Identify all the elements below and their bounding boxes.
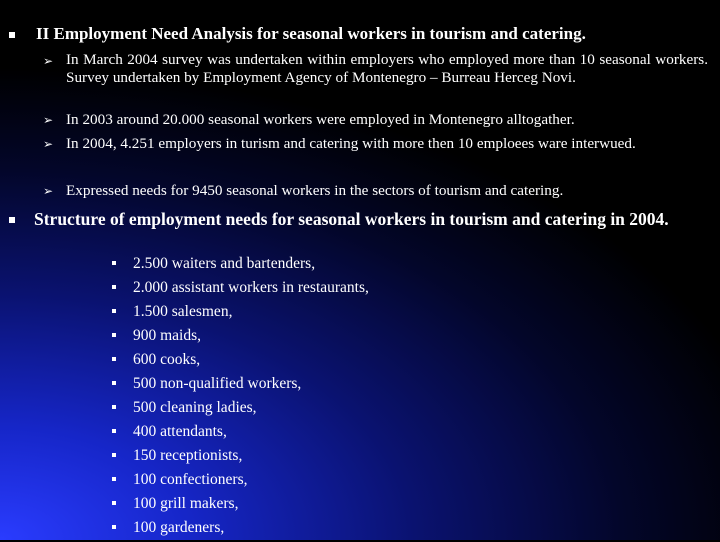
bullet-dot-icon <box>112 309 116 313</box>
section1-point: Expressed needs for 9450 seasonal workers in the sectors of tourism and catering. <box>66 182 564 199</box>
bullet-dot-icon <box>112 405 116 409</box>
bullet-dot-icon <box>112 453 116 457</box>
section1-title: II Employment Need Analysis for seasonal workers in tourism and catering. <box>36 24 586 43</box>
section1-bullet-square <box>9 32 15 38</box>
arrow-bullet-icon: ➢ <box>43 137 54 151</box>
section1-point: In March 2004 survey was undertaken within employers who employed more than 10 seasonal workers. Survey undertaken by Employment Agency of Montenegro – Burreau Herceg Novi. <box>66 51 708 86</box>
section1-point: In 2003 around 20.000 seasonal workers were employed in Montenegro alltogather. <box>66 111 575 128</box>
bullet-dot-icon <box>112 477 116 481</box>
arrow-bullet-icon: ➢ <box>43 54 54 68</box>
arrow-bullet-icon: ➢ <box>43 184 54 198</box>
bullet-dot-icon <box>112 261 116 265</box>
slide: II Employment Need Analysis for seasonal workers in tourism and catering. ➢ In March 2004 survey was undertaken within employers who employed more than 10 seasonal workers. Survey undertaken by Employment Agency of Montenegro – Burreau Herceg Novi. ➢ In 2003 around 20.000 seasonal workers were employed in Montenegro alltogather. ➢ In 2004, 4.251 employers in turism and catering with more then 10 emploees ware interwued. ➢ Expressed needs for 9450 seasonal workers in the sectors of tourism and catering. Structure of employment needs for seasonal workers in tourism and catering in 2004. 2.500 waiters and bartenders, 2.000 assistant workers in restaurants, 1.500 salesmen, 900 maids, 600 cooks, 500 non-qualified workers, 500 cleaning ladies, 400 attendants, 150 receptionists, 100 confectioners, 100 grill makers, 100 gardeners, <box>0 0 720 540</box>
bullet-dot-icon <box>112 357 116 361</box>
bullet-dot-icon <box>112 501 116 505</box>
bullet-dot-icon <box>112 429 116 433</box>
section2-title: Structure of employment needs for seasonal workers in tourism and catering in 2004. <box>34 209 669 229</box>
bullet-dot-icon <box>112 333 116 337</box>
section1-point: In 2004, 4.251 employers in turism and catering with more then 10 emploees ware interwued. <box>66 135 636 152</box>
arrow-bullet-icon: ➢ <box>43 113 54 127</box>
bullet-dot-icon <box>112 285 116 289</box>
section2-bullet-square <box>9 217 15 223</box>
bullet-dot-icon <box>112 525 116 529</box>
bullet-dot-icon <box>112 381 116 385</box>
